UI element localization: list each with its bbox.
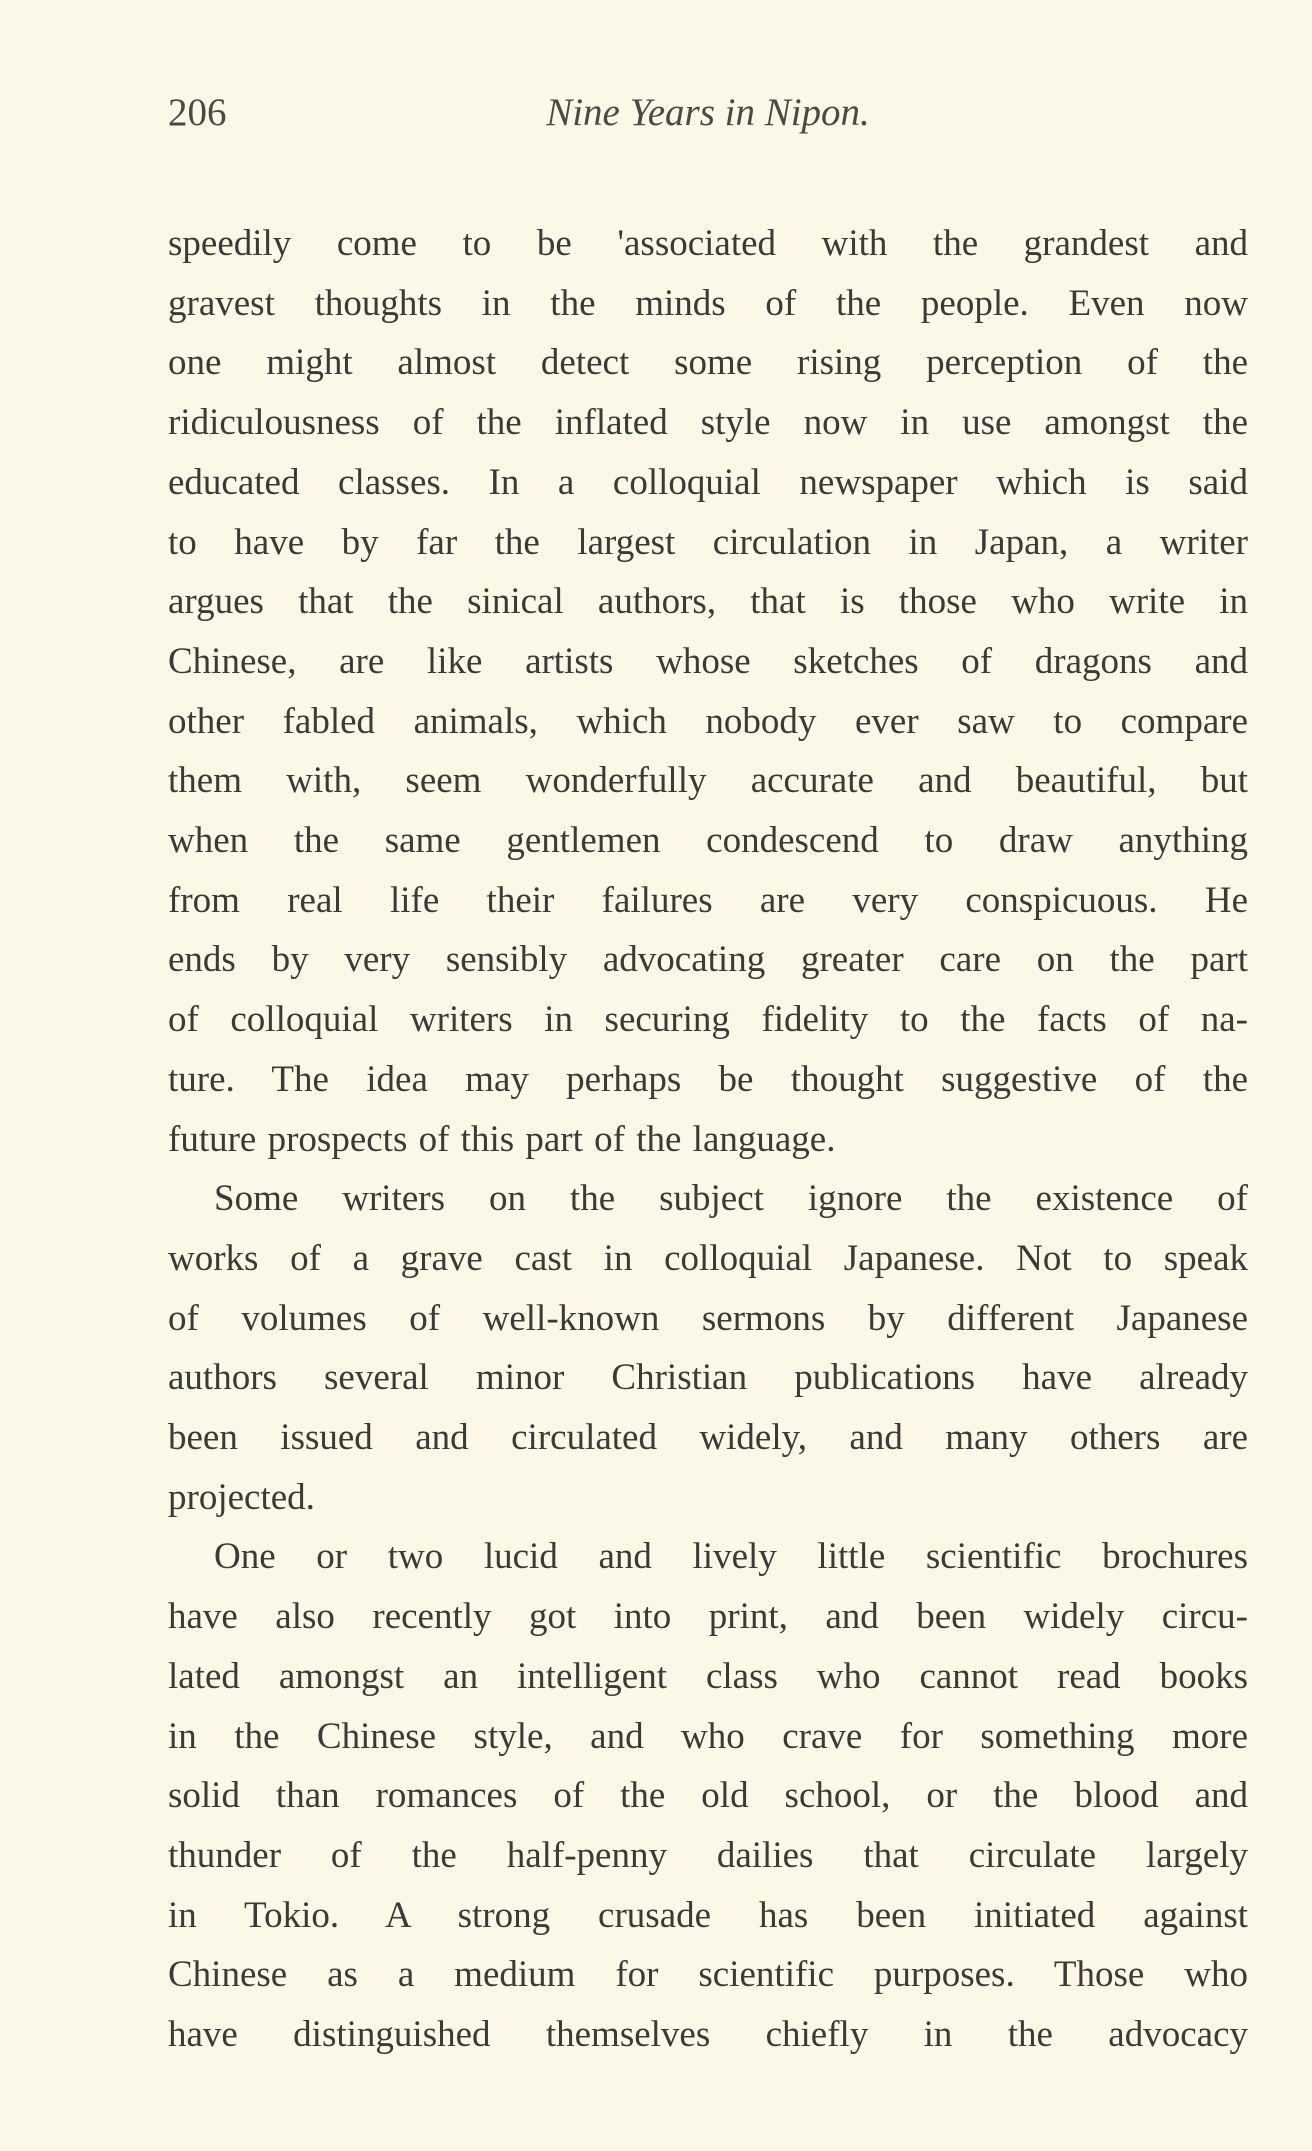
text-line: when the same gentlemen condescend to draw anything xyxy=(168,820,1248,862)
text-line: have also recently got into print, and been widely circu- xyxy=(168,1596,1248,1638)
text-line: solid than romances of the old school, or the blood and xyxy=(168,1775,1248,1817)
text-line: other fabled animals, which nobody ever saw to compare xyxy=(168,700,1248,742)
text-line: lated amongst an intelligent class who cannot read books xyxy=(168,1655,1248,1697)
text-line: from real life their failures are very conspicuous. He xyxy=(168,879,1248,921)
paragraph xyxy=(168,1169,1248,1527)
text-line: in the Chinese style, and who crave for something more xyxy=(168,1715,1248,1757)
text-line: been issued and circulated widely, and many others are xyxy=(168,1417,1248,1459)
text-line: gravest thoughts in the minds of the people. Even now xyxy=(168,282,1248,324)
text-line: to have by far the largest circulation in Japan, a writer xyxy=(168,521,1248,563)
running-head xyxy=(168,90,1248,150)
text-line: argues that the sinical authors, that is those who write in xyxy=(168,581,1248,623)
text-line: in Tokio. A strong crusade has been initiated against xyxy=(168,1894,1248,1936)
text-line: Some writers on the subject ignore the existence of xyxy=(214,1178,1248,1220)
text-line: projected. xyxy=(168,1476,315,1518)
text-line: one might almost detect some rising perception of the xyxy=(168,342,1248,384)
text-line: ture. The idea may perhaps be thought suggestive of the xyxy=(168,1058,1248,1100)
body-text xyxy=(168,214,1248,2065)
text-line: Chinese as a medium for scientific purposes. Those who xyxy=(168,1954,1248,1996)
text-line: ridiculousness of the inflated style now in use amongst the xyxy=(168,402,1248,444)
text-line: authors several minor Christian publications have already xyxy=(168,1357,1248,1399)
text-line: ends by very sensibly advocating greater care on the part xyxy=(168,939,1248,981)
text-line: have distinguished themselves chiefly in the advocacy xyxy=(168,2014,1248,2056)
text-line: of colloquial writers in securing fidelity to the facts of na- xyxy=(168,999,1248,1041)
book-page xyxy=(168,90,1248,2065)
paragraph xyxy=(168,214,1248,1169)
text-line: Chinese, are like artists whose sketches of dragons and xyxy=(168,640,1248,682)
text-line: One or two lucid and lively little scientific brochures xyxy=(214,1536,1248,1578)
page-number: 206 xyxy=(168,91,227,134)
paragraph xyxy=(168,1527,1248,2064)
text-line: future prospects of this part of the language. xyxy=(168,1118,836,1160)
running-title: Nine Years in Nipon. xyxy=(546,91,870,134)
text-line: educated classes. In a colloquial newspaper which is said xyxy=(168,461,1248,503)
text-line: thunder of the half-penny dailies that circulate largely xyxy=(168,1834,1248,1876)
text-line: them with, seem wonderfully accurate and beautiful, but xyxy=(168,760,1248,802)
text-line: works of a grave cast in colloquial Japanese. Not to speak xyxy=(168,1237,1248,1279)
text-line: of volumes of well-known sermons by different Japanese xyxy=(168,1297,1248,1339)
text-line: speedily come to be 'associated with the grandest and xyxy=(168,223,1248,264)
